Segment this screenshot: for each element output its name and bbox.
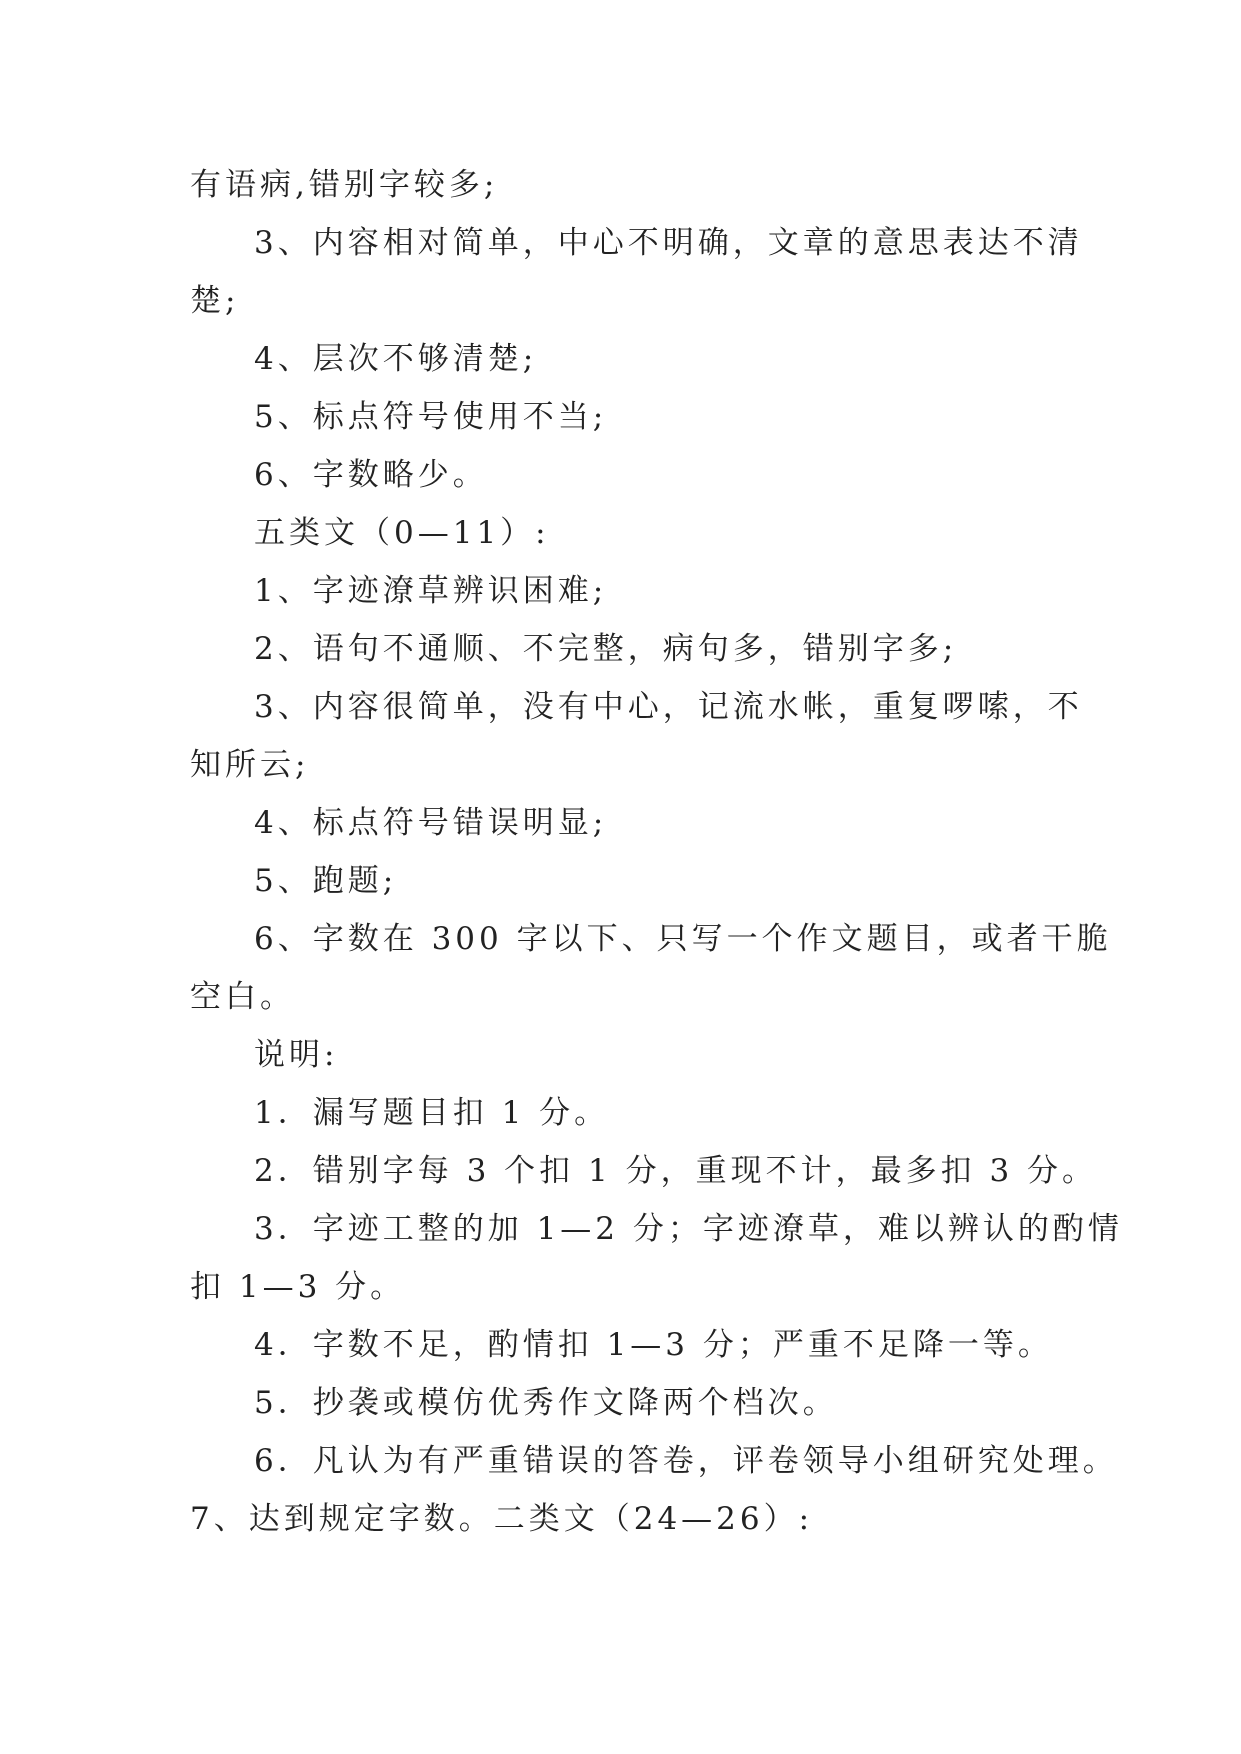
text-line: 3、内容相对简单，中心不明确，文章的意思表达不清 [254,225,1083,261]
text-line: 2、语句不通顺、不完整，病句多，错别字多; [254,631,958,667]
text-line: 空白。 [190,979,295,1015]
text-line: 说明: [254,1037,339,1073]
text-line: 5、标点符号使用不当; [254,399,608,435]
text-line: 5．抄袭或模仿优秀作文降两个档次。 [254,1385,838,1421]
text-line: 五类文（0—11）: [254,515,550,551]
text-line: 7、达到规定字数。二类文（24—26）: [190,1501,814,1537]
text-line: 有语病,错别字较多; [190,167,499,203]
text-line: 6、字数在 300 字以下、只写一个作文题目，或者干脆 [254,921,1112,957]
text-line: 2．错别字每 3 个扣 1 分，重现不计，最多扣 3 分。 [254,1153,1098,1189]
text-line: 知所云; [190,747,310,783]
text-line: 4．字数不足，酌情扣 1—3 分；严重不足降一等。 [254,1327,1053,1363]
text-line: 3．字迹工整的加 1—2 分；字迹潦草，难以辨认的酌情 [254,1211,1123,1247]
text-line: 4、标点符号错误明显; [254,805,608,841]
text-line: 扣 1—3 分。 [190,1269,406,1305]
text-line: 6．凡认为有严重错误的答卷，评卷领导小组研究处理。 [254,1443,1118,1479]
text-line: 楚; [190,283,240,319]
text-line: 1、字迹潦草辨识困难; [254,573,608,609]
text-line: 6、字数略少。 [254,457,488,493]
text-line: 1．漏写题目扣 1 分。 [254,1095,610,1131]
text-line: 3、内容很简单，没有中心，记流水帐，重复啰嗦，不 [254,689,1083,725]
text-line: 4、层次不够清楚; [254,341,538,377]
text-line: 5、跑题; [254,863,398,899]
